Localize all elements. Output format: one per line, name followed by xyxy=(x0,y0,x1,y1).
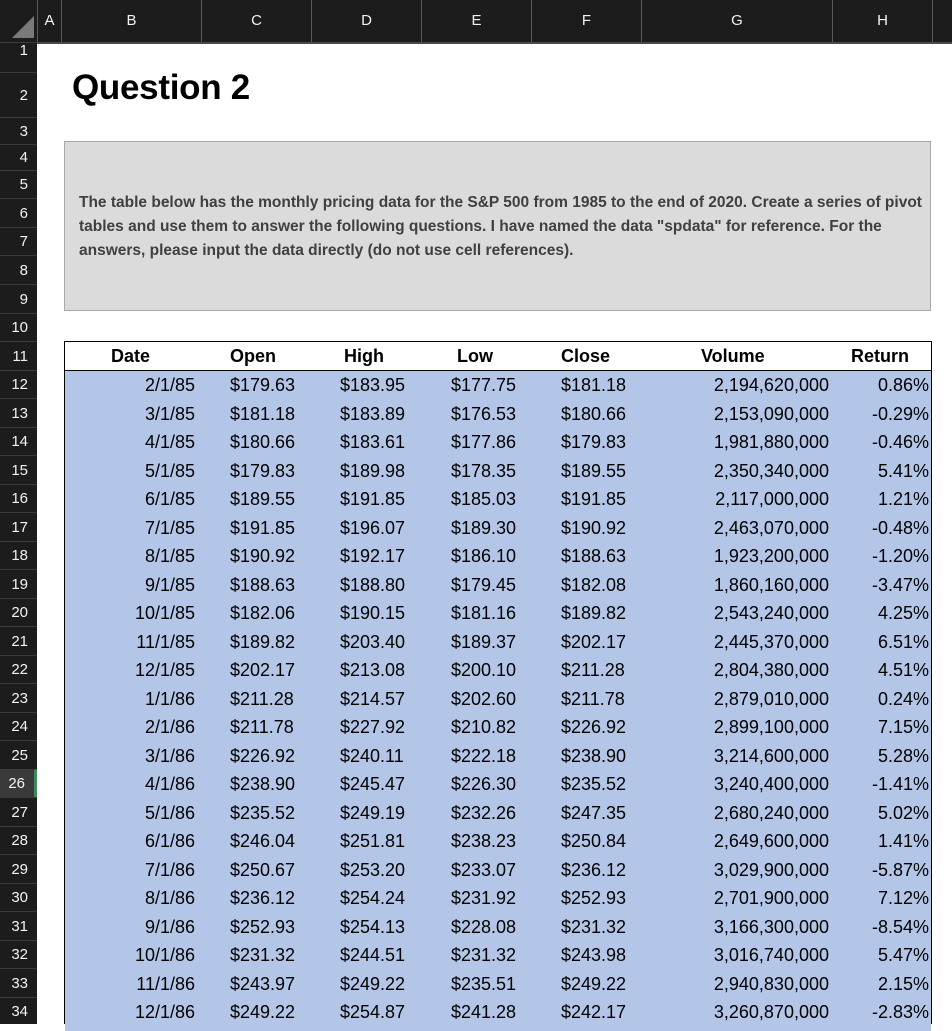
cell-volume[interactable]: 2,350,340,000 xyxy=(713,460,829,481)
cell-open[interactable]: $243.97 xyxy=(230,973,296,994)
cell-return[interactable]: -2.83% xyxy=(871,1002,929,1022)
cell-close[interactable]: $180.66 xyxy=(561,403,627,424)
cell-volume[interactable]: 2,117,000,000 xyxy=(715,489,829,509)
cell-open[interactable]: $250.67 xyxy=(230,859,296,880)
table-row xyxy=(65,656,931,685)
table-row xyxy=(65,913,931,942)
cell-close[interactable]: $182.08 xyxy=(561,574,627,595)
cell-date[interactable]: 3/1/85 xyxy=(144,403,195,424)
column-header-h[interactable]: H xyxy=(832,0,932,42)
cell-date[interactable]: 7/1/85 xyxy=(144,517,195,538)
cell-open[interactable]: $182.06 xyxy=(230,603,296,623)
cell-volume[interactable]: 2,194,620,000 xyxy=(713,375,829,395)
cell-date[interactable]: 7/1/86 xyxy=(144,859,195,880)
cell-volume[interactable]: 2,804,380,000 xyxy=(713,660,829,680)
header-date[interactable]: Date xyxy=(111,346,151,366)
cell-volume[interactable]: 2,879,010,000 xyxy=(713,688,829,709)
table-row xyxy=(65,941,931,970)
cell-return[interactable]: -0.46% xyxy=(871,432,929,452)
table-row xyxy=(65,599,931,628)
cell-low[interactable]: $235.51 xyxy=(451,973,517,994)
row-header-30[interactable]: 30 xyxy=(0,883,37,911)
row-header-14[interactable]: 14 xyxy=(0,427,37,455)
table-row xyxy=(65,485,931,514)
row-header-24[interactable]: 24 xyxy=(0,712,37,740)
cell-return[interactable]: 5.02% xyxy=(877,802,929,823)
cell-low[interactable]: $232.26 xyxy=(451,802,517,823)
table-row xyxy=(65,998,931,1027)
cell-high[interactable]: $189.98 xyxy=(340,460,406,481)
row-header-6[interactable]: 6 xyxy=(0,198,37,227)
cell-close[interactable]: $190.92 xyxy=(561,517,627,538)
cell-date[interactable]: 12/1/86 xyxy=(134,1002,195,1022)
column-header-g[interactable]: G xyxy=(641,0,832,42)
row-header-21[interactable]: 21 xyxy=(0,626,37,655)
cell-high[interactable]: $183.89 xyxy=(340,403,406,424)
cell-low[interactable]: $226.30 xyxy=(451,774,517,794)
cell-open[interactable]: $211.78 xyxy=(230,717,294,737)
row-header-17[interactable]: 17 xyxy=(0,512,37,541)
cell-return[interactable]: -1.41% xyxy=(871,774,929,794)
cell-open[interactable]: $252.93 xyxy=(230,916,296,937)
cell-low[interactable]: $231.92 xyxy=(451,888,517,908)
cell-close[interactable]: $249.22 xyxy=(561,973,627,994)
cell-high[interactable]: $196.07 xyxy=(340,517,406,538)
row-header-20[interactable]: 20 xyxy=(0,598,37,626)
table-row xyxy=(65,400,931,429)
table-body xyxy=(65,371,931,1031)
cell-return[interactable]: 5.41% xyxy=(877,460,929,481)
cell-close[interactable]: $235.52 xyxy=(561,774,627,794)
cell-return[interactable]: 1.21% xyxy=(877,489,929,509)
cell-date[interactable]: 10/1/85 xyxy=(134,603,195,623)
cell-return[interactable]: 7.15% xyxy=(877,717,929,737)
row-header-13[interactable]: 13 xyxy=(0,398,37,427)
cell-open[interactable]: $190.92 xyxy=(230,546,296,566)
cell-low[interactable]: $176.53 xyxy=(451,403,517,424)
cell-open[interactable]: $236.12 xyxy=(230,888,296,908)
cell-date[interactable]: 11/1/85 xyxy=(136,631,195,652)
cell-open[interactable]: $180.66 xyxy=(230,432,296,452)
cell-open[interactable]: $235.52 xyxy=(230,802,296,823)
table-row xyxy=(65,799,931,828)
cell-low[interactable]: $185.03 xyxy=(451,489,517,509)
select-all-corner[interactable] xyxy=(0,0,37,42)
cell-volume[interactable]: 2,899,100,000 xyxy=(713,717,829,737)
cell-volume[interactable]: 2,543,240,000 xyxy=(713,603,829,623)
cell-low[interactable]: $238.23 xyxy=(451,831,517,851)
cell-return[interactable]: 7.12% xyxy=(877,888,929,908)
cell-close[interactable]: $247.35 xyxy=(561,802,627,823)
cell-high[interactable]: $254.24 xyxy=(340,888,406,908)
select-all-icon xyxy=(12,16,34,38)
cell-close[interactable]: $231.32 xyxy=(561,916,627,937)
cell-open[interactable]: $231.32 xyxy=(230,945,296,965)
cell-high[interactable]: $188.80 xyxy=(340,574,406,595)
cell-high[interactable]: $254.13 xyxy=(340,916,406,937)
row-header-2[interactable]: 2 xyxy=(0,72,37,117)
row-header-16[interactable]: 16 xyxy=(0,484,37,512)
column-header-c[interactable]: C xyxy=(201,0,311,42)
row-header-28[interactable]: 28 xyxy=(0,826,37,854)
header-close[interactable]: Close xyxy=(561,346,611,366)
cell-high[interactable]: $190.15 xyxy=(340,603,406,623)
row-header-22[interactable]: 22 xyxy=(0,655,37,683)
cell-close[interactable]: $191.85 xyxy=(561,489,627,509)
table-row xyxy=(65,827,931,856)
cell-high[interactable]: $192.17 xyxy=(340,546,406,566)
cell-date[interactable]: 4/1/85 xyxy=(144,432,195,452)
cell-open[interactable]: $179.83 xyxy=(230,460,296,481)
column-header-f[interactable]: F xyxy=(531,0,641,42)
cell-open[interactable]: $249.22 xyxy=(230,1002,296,1022)
cell-low[interactable]: $202.60 xyxy=(451,688,517,709)
header-return[interactable]: Return xyxy=(851,346,909,366)
cell-low[interactable]: $231.32 xyxy=(451,945,517,965)
table-row xyxy=(65,628,931,657)
cell-volume[interactable]: 2,649,600,000 xyxy=(713,831,829,851)
cell-close[interactable]: $211.78 xyxy=(561,688,625,709)
cell-date[interactable]: 12/1/85 xyxy=(134,660,195,680)
cell-close[interactable]: $181.18 xyxy=(561,375,627,395)
cell-return[interactable]: 0.24% xyxy=(877,688,929,709)
cell-open[interactable]: $202.17 xyxy=(230,660,296,680)
cell-open[interactable]: $226.92 xyxy=(230,745,296,766)
cell-high[interactable]: $244.51 xyxy=(340,945,406,965)
row-header-10[interactable]: 10 xyxy=(0,313,37,341)
cell-low[interactable]: $222.18 xyxy=(451,745,517,766)
cell-date[interactable]: 9/1/85 xyxy=(144,574,195,595)
table-row xyxy=(65,856,931,885)
cell-volume[interactable]: 2,680,240,000 xyxy=(713,802,829,823)
cell-close[interactable]: $189.82 xyxy=(561,603,627,623)
cell-open[interactable]: $211.28 xyxy=(230,688,294,709)
cell-return[interactable]: -0.48% xyxy=(871,517,929,538)
table-row xyxy=(65,457,931,486)
cell-low[interactable]: $200.10 xyxy=(451,660,517,680)
row-header-1[interactable]: 1 xyxy=(0,42,37,72)
row-header-26[interactable]: 26 xyxy=(0,769,37,797)
cell-open[interactable]: $246.04 xyxy=(230,831,296,851)
cell-volume[interactable]: 1,860,160,000 xyxy=(713,574,829,595)
column-header-i-partial[interactable] xyxy=(932,0,952,42)
table-row xyxy=(65,371,931,400)
cell-open[interactable]: $181.18 xyxy=(230,403,296,424)
cell-date[interactable]: 2/1/86 xyxy=(144,717,195,737)
cell-high[interactable]: $227.92 xyxy=(340,717,406,737)
cell-high[interactable]: $191.85 xyxy=(340,489,406,509)
row-header-7[interactable]: 7 xyxy=(0,227,37,255)
instruction-box[interactable] xyxy=(64,141,931,311)
cell-close[interactable]: $211.28 xyxy=(561,660,625,680)
cell-volume[interactable]: 2,463,070,000 xyxy=(713,517,829,538)
cell-return[interactable]: 5.47% xyxy=(877,945,929,965)
cell-date[interactable]: 4/1/86 xyxy=(144,774,195,794)
cell-low[interactable]: $178.35 xyxy=(451,460,517,481)
row-header-15[interactable]: 15 xyxy=(0,455,37,484)
cell-low[interactable]: $189.37 xyxy=(451,631,517,652)
table-row xyxy=(65,428,931,457)
row-header-32[interactable]: 32 xyxy=(0,940,37,968)
table-header-row xyxy=(65,342,931,371)
cell-return[interactable]: -1.20% xyxy=(871,546,929,566)
page-title[interactable]: Question 2 xyxy=(72,68,250,107)
cell-open[interactable]: $238.90 xyxy=(230,774,296,794)
cell-volume[interactable]: 2,940,830,000 xyxy=(713,973,829,994)
row-header-9[interactable]: 9 xyxy=(0,284,37,313)
cell-low[interactable]: $228.08 xyxy=(451,916,517,937)
cell-date[interactable]: 9/1/86 xyxy=(144,916,195,937)
cell-high[interactable]: $245.47 xyxy=(340,774,406,794)
cell-low[interactable]: $177.86 xyxy=(451,432,517,452)
column-header-a[interactable]: A xyxy=(37,0,61,42)
cell-open[interactable]: $188.63 xyxy=(230,574,296,595)
cell-high[interactable]: $253.20 xyxy=(340,859,406,880)
row-header-19[interactable]: 19 xyxy=(0,569,37,598)
instruction-text: The table below has the monthly pricing data for the S&P 500 from 1985 to the end of 2020. Create a series of pivot tables and use them to answer the following questions. I have named the data "spdata" for reference. For the answers, please input the data directly (do not use cell references). xyxy=(79,194,922,259)
cell-date[interactable]: 8/1/85 xyxy=(144,546,195,566)
cell-close[interactable]: $242.17 xyxy=(561,1002,627,1022)
cell-low[interactable]: $210.82 xyxy=(451,717,517,737)
cell-close[interactable]: $250.84 xyxy=(561,831,627,851)
cell-date[interactable]: 2/1/85 xyxy=(144,375,195,395)
table-row xyxy=(65,571,931,600)
column-header-bar xyxy=(0,0,952,44)
cell-date[interactable]: 5/1/86 xyxy=(144,802,195,823)
cell-return[interactable]: -0.29% xyxy=(871,403,929,424)
cell-date[interactable]: 3/1/86 xyxy=(144,745,195,766)
cell-return[interactable]: 5.28% xyxy=(877,745,929,766)
header-open[interactable]: Open xyxy=(230,346,277,366)
column-header-d[interactable]: D xyxy=(311,0,421,42)
row-header-11[interactable]: 11 xyxy=(0,341,37,370)
cell-low[interactable]: $177.75 xyxy=(451,375,517,395)
cell-close[interactable]: $188.63 xyxy=(561,546,627,566)
cell-low[interactable]: $179.45 xyxy=(451,574,517,595)
spdata-table xyxy=(64,341,932,1024)
row-header-25[interactable]: 25 xyxy=(0,740,37,769)
cell-date[interactable]: 1/1/86 xyxy=(144,688,195,709)
cell-low[interactable]: $189.30 xyxy=(451,517,517,538)
cell-close[interactable]: $202.17 xyxy=(561,631,627,652)
cell-return[interactable]: 2.15% xyxy=(877,973,929,994)
cell-date[interactable]: 6/1/85 xyxy=(144,489,195,509)
cell-low[interactable]: $241.28 xyxy=(451,1002,517,1022)
table-row xyxy=(65,742,931,771)
row-header-8[interactable]: 8 xyxy=(0,255,37,284)
cell-high[interactable]: $249.19 xyxy=(340,802,406,823)
cell-close[interactable]: $252.93 xyxy=(561,888,627,908)
row-header-18[interactable]: 18 xyxy=(0,541,37,569)
cell-high[interactable]: $240.11 xyxy=(340,745,404,766)
cell-open[interactable]: $189.82 xyxy=(230,631,296,652)
table-row xyxy=(65,685,931,714)
cell-return[interactable]: 4.25% xyxy=(877,603,929,623)
cell-volume[interactable]: 3,214,600,000 xyxy=(713,745,829,766)
header-volume[interactable]: Volume xyxy=(701,346,765,366)
cell-high[interactable]: $254.87 xyxy=(340,1002,406,1022)
cell-high[interactable]: $183.95 xyxy=(340,375,406,395)
row-header-5[interactable]: 5 xyxy=(0,170,37,198)
cell-close[interactable]: $226.92 xyxy=(561,717,627,737)
cell-date[interactable]: 10/1/86 xyxy=(134,945,195,965)
cell-open[interactable]: $189.55 xyxy=(230,489,296,509)
cell-high[interactable]: $251.81 xyxy=(340,831,406,851)
cell-return[interactable]: 4.51% xyxy=(877,660,929,680)
cell-low[interactable]: $181.16 xyxy=(451,603,517,623)
cell-close[interactable]: $238.90 xyxy=(561,745,627,766)
cell-volume[interactable]: 1,981,880,000 xyxy=(713,432,829,452)
cell-volume[interactable]: 1,923,200,000 xyxy=(713,546,829,566)
cell-volume[interactable]: 3,016,740,000 xyxy=(713,945,829,965)
table-row xyxy=(65,770,931,799)
table-row xyxy=(65,542,931,571)
cell-low[interactable]: $186.10 xyxy=(451,546,517,566)
row-header-column xyxy=(0,42,37,1024)
cell-close[interactable]: $189.55 xyxy=(561,460,627,481)
cell-date[interactable]: 5/1/85 xyxy=(144,460,195,481)
cell-return[interactable]: -5.87% xyxy=(871,859,929,880)
table-row xyxy=(65,713,931,742)
row-header-29[interactable]: 29 xyxy=(0,854,37,883)
cell-high[interactable]: $183.61 xyxy=(340,432,406,452)
table-row xyxy=(65,514,931,543)
cell-volume[interactable]: 3,166,300,000 xyxy=(713,916,829,937)
cell-close[interactable]: $236.12 xyxy=(561,859,627,880)
cell-return[interactable]: 1.41% xyxy=(877,831,929,851)
row-header-3[interactable]: 3 xyxy=(0,117,37,144)
row-header-23[interactable]: 23 xyxy=(0,683,37,712)
cell-close[interactable]: $243.98 xyxy=(561,945,627,965)
column-header-e[interactable]: E xyxy=(421,0,531,42)
cell-volume[interactable]: 2,445,370,000 xyxy=(713,631,829,652)
cell-open[interactable]: $179.63 xyxy=(230,375,296,395)
cell-high[interactable]: $203.40 xyxy=(340,631,406,652)
cell-volume[interactable]: 3,240,400,000 xyxy=(713,774,829,794)
column-header-b[interactable]: B xyxy=(61,0,201,42)
cell-volume[interactable]: 3,260,870,000 xyxy=(713,1002,829,1022)
cell-date[interactable]: 11/1/86 xyxy=(136,973,195,994)
row-header-12[interactable]: 12 xyxy=(0,370,37,398)
row-header-33[interactable]: 33 xyxy=(0,968,37,997)
cell-volume[interactable]: 2,153,090,000 xyxy=(713,403,829,424)
cell-return[interactable]: -3.47% xyxy=(871,574,929,595)
row-header-31[interactable]: 31 xyxy=(0,911,37,940)
cell-open[interactable]: $191.85 xyxy=(230,517,296,538)
header-low[interactable]: Low xyxy=(457,346,493,366)
table-row xyxy=(65,970,931,999)
cell-low[interactable]: $233.07 xyxy=(451,859,517,880)
cell-volume[interactable]: 2,701,900,000 xyxy=(713,888,829,908)
cell-high[interactable]: $213.08 xyxy=(340,660,406,680)
cell-return[interactable]: -8.54% xyxy=(871,916,929,937)
cell-volume[interactable]: 3,029,900,000 xyxy=(713,859,829,880)
cell-return[interactable]: 6.51% xyxy=(877,631,929,652)
row-header-34[interactable]: 34 xyxy=(0,997,37,1024)
cell-return[interactable]: 0.86% xyxy=(877,375,929,395)
header-high[interactable]: High xyxy=(344,346,384,366)
cell-high[interactable]: $249.22 xyxy=(340,973,406,994)
row-header-4[interactable]: 4 xyxy=(0,144,37,170)
table-row xyxy=(65,884,931,913)
cell-date[interactable]: 8/1/86 xyxy=(144,888,195,908)
cell-date[interactable]: 6/1/86 xyxy=(144,831,195,851)
row-header-27[interactable]: 27 xyxy=(0,797,37,826)
cell-close[interactable]: $179.83 xyxy=(561,432,627,452)
cell-high[interactable]: $214.57 xyxy=(340,688,406,709)
